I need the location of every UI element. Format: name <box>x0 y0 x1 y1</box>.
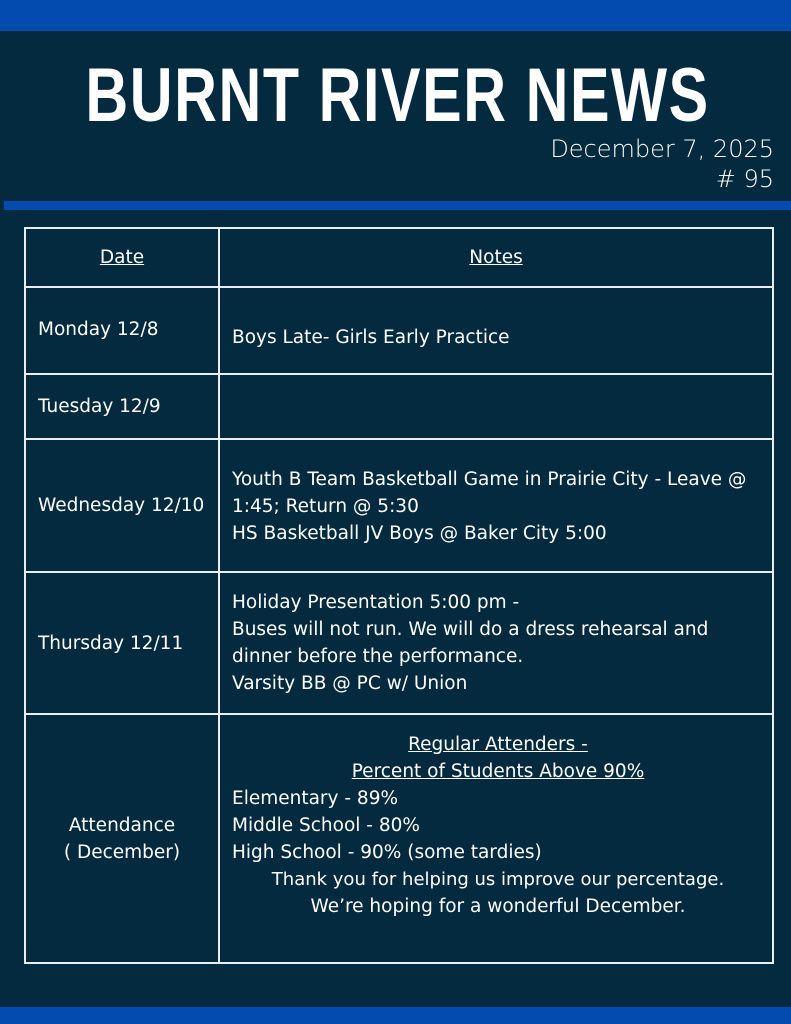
attendance-line: High School - 90% (some tardies) <box>232 842 542 863</box>
note-line: Youth B Team Basketball Game in Prairie City - Leave @ 1:45; Return @ 5:30 <box>232 469 747 517</box>
attendance-month: ( December) <box>63 841 181 863</box>
bottom-accent-bar <box>0 1007 791 1024</box>
attendance-line: Elementary - 89% <box>232 788 399 809</box>
issue-number: # 95 <box>715 165 774 193</box>
table-row <box>25 572 773 714</box>
column-header-date: Date <box>25 228 219 287</box>
attendance-heading: Regular Attenders - <box>408 734 588 755</box>
attendance-label: Attendance <box>68 814 176 836</box>
row-date: Thursday 12/11 <box>25 572 219 714</box>
top-accent-bar <box>0 0 791 31</box>
row-date: Wednesday 12/10 <box>25 439 219 572</box>
table-row-attendance <box>25 714 773 963</box>
attendance-notes <box>219 714 773 963</box>
newsletter-title: BURNT RIVER NEWS <box>85 53 710 138</box>
note-line: Buses will not run. We will do a dress rehearsal and dinner before the performance. <box>232 619 709 667</box>
row-date <box>25 714 219 963</box>
row-notes <box>219 287 773 374</box>
row-notes <box>219 374 773 439</box>
header-divider <box>4 201 791 210</box>
note-line: Boys Late- Girls Early Practice <box>232 327 510 348</box>
issue-date: December 7, 2025 <box>550 135 774 163</box>
note-line: Holiday Presentation 5:00 pm - <box>232 592 520 613</box>
closing-line: We’re hoping for a wonderful December. <box>310 896 686 917</box>
note-line: HS Basketball JV Boys @ Baker City 5:00 <box>232 523 607 544</box>
row-date: Tuesday 12/9 <box>25 374 219 439</box>
row-notes <box>219 572 773 714</box>
note-line: Varsity BB @ PC w/ Union <box>232 673 468 694</box>
row-date: Monday 12/8 <box>25 287 219 374</box>
closing-line: Thank you for helping us improve our percentage. <box>271 869 725 890</box>
column-header-notes: Notes <box>219 228 773 287</box>
table-row <box>25 287 773 374</box>
table-row <box>25 439 773 572</box>
attendance-subheading: Percent of Students Above 90% <box>351 761 645 782</box>
schedule-table <box>24 227 774 964</box>
attendance-line: Middle School - 80% <box>232 815 420 836</box>
table-row <box>25 374 773 439</box>
table-header-row <box>25 228 773 287</box>
issue-info <box>550 134 774 194</box>
row-notes <box>219 439 773 572</box>
